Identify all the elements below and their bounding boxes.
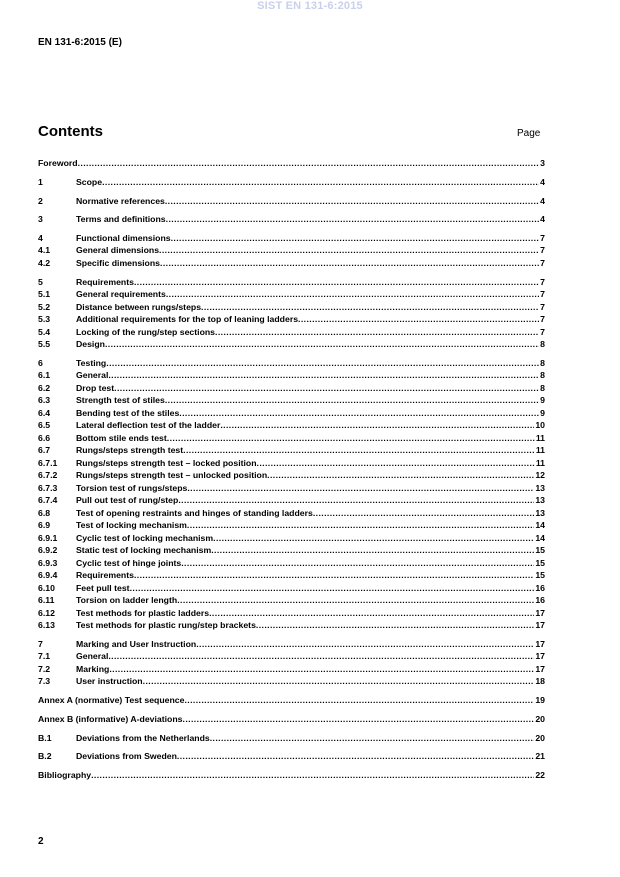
toc-entry-title: Lateral deflection test of the ladder xyxy=(76,420,221,430)
toc-entry[interactable] xyxy=(38,675,545,687)
toc-dot-leader xyxy=(171,232,540,244)
toc-entry-page: 18 xyxy=(535,676,545,686)
toc-entry[interactable] xyxy=(38,288,545,300)
toc-entry-title: Test methods for plastic ladders xyxy=(76,608,210,618)
toc-entry[interactable] xyxy=(38,494,545,506)
toc-entry[interactable] xyxy=(38,394,545,406)
toc-entry-page: 21 xyxy=(535,751,545,761)
toc-entry-number: 6.9 xyxy=(38,520,51,530)
toc-entry[interactable] xyxy=(38,482,545,494)
toc-entry-number: 7.2 xyxy=(38,664,51,674)
toc-entry-title: Annex A (normative) Test sequence xyxy=(38,695,185,705)
toc-entry[interactable] xyxy=(38,276,545,288)
toc-entry[interactable] xyxy=(38,176,545,188)
toc-entry-title: Specific dimensions xyxy=(76,258,161,268)
document-id: EN 131-6:2015 (E) xyxy=(38,37,122,48)
toc-dot-leader xyxy=(108,650,534,662)
toc-entry-number: 6.5 xyxy=(38,420,51,430)
toc-entry[interactable] xyxy=(38,607,545,619)
toc-entry-page: 17 xyxy=(535,639,545,649)
toc-entry-number: 4 xyxy=(38,233,43,243)
toc-entry-title: Deviations from the Netherlands xyxy=(76,733,210,743)
toc-entry-page: 4 xyxy=(540,196,545,206)
toc-entry-title: Functional dimensions xyxy=(76,233,171,243)
toc-entry[interactable] xyxy=(38,213,545,225)
toc-dot-leader xyxy=(177,750,534,762)
toc-entry-number: 6.7.1 xyxy=(38,458,58,468)
toc-entry[interactable] xyxy=(38,769,545,781)
toc-entry-title: Scope xyxy=(76,177,103,187)
toc-dot-leader xyxy=(187,519,534,531)
toc-entry-number: 5 xyxy=(38,277,43,287)
toc-entry[interactable] xyxy=(38,713,545,725)
toc-dot-leader xyxy=(187,482,534,494)
toc-dot-leader xyxy=(256,619,534,631)
toc-entry-page: 17 xyxy=(535,664,545,674)
toc-entry-page: 13 xyxy=(535,495,545,505)
toc-entry[interactable] xyxy=(38,313,545,325)
toc-dot-leader xyxy=(105,338,539,350)
toc-entry-number: 2 xyxy=(38,196,43,206)
toc-entry-title: Additional requirements for the top of leaning ladders xyxy=(76,314,299,324)
toc-entry-number: 1 xyxy=(38,177,43,187)
toc-entry[interactable] xyxy=(38,157,545,169)
watermark: SIST EN 131-6:2015 xyxy=(257,0,363,12)
toc-entry-number: 6.3 xyxy=(38,395,51,405)
toc-entry-title: Locking of the rung/step sections xyxy=(76,327,216,337)
toc-entry-page: 17 xyxy=(535,608,545,618)
toc-entry-number: 6 xyxy=(38,358,43,368)
toc-entry[interactable] xyxy=(38,257,545,269)
toc-entry-page: 7 xyxy=(540,258,545,268)
toc-entry-number: 4.1 xyxy=(38,245,51,255)
toc-dot-leader xyxy=(106,357,539,369)
toc-entry[interactable] xyxy=(38,619,545,631)
toc-entry[interactable] xyxy=(38,532,545,544)
toc-entry-number: 5.5 xyxy=(38,339,51,349)
toc-entry-title: Rungs/steps strength test – unlocked position xyxy=(76,470,268,480)
toc-entry-title: Testing xyxy=(76,358,107,368)
toc-entry[interactable] xyxy=(38,195,545,207)
toc-entry-page: 15 xyxy=(535,545,545,555)
toc-entry[interactable] xyxy=(38,326,545,338)
toc-entry-page: 16 xyxy=(535,595,545,605)
toc-dot-leader xyxy=(215,326,539,338)
toc-entry[interactable] xyxy=(38,469,545,481)
toc-entry[interactable] xyxy=(38,750,545,762)
toc-entry[interactable] xyxy=(38,244,545,256)
toc-dot-leader xyxy=(201,301,539,313)
toc-dot-leader xyxy=(160,257,539,269)
toc-entry-page: 9 xyxy=(540,395,545,405)
toc-dot-leader xyxy=(184,694,534,706)
toc-entry[interactable] xyxy=(38,301,545,313)
toc-entry-title: Normative references xyxy=(76,196,165,206)
toc-entry-number: 5.1 xyxy=(38,289,51,299)
toc-entry-page: 12 xyxy=(535,470,545,480)
toc-entry[interactable] xyxy=(38,694,545,706)
toc-entry-title: Foreword xyxy=(38,158,78,168)
toc-dot-leader xyxy=(179,407,539,419)
toc-entry[interactable] xyxy=(38,382,545,394)
toc-dot-leader xyxy=(181,557,534,569)
toc-entry-page: 11 xyxy=(535,445,545,455)
toc-entry-title: Pull out test of rung/step xyxy=(76,495,179,505)
toc-entry-title: Static test of locking mechanism xyxy=(76,545,212,555)
toc-entry-page: 17 xyxy=(535,620,545,630)
toc-entry-title: Deviations from Sweden xyxy=(76,751,177,761)
toc-dot-leader xyxy=(196,638,534,650)
toc-dot-leader xyxy=(267,469,534,481)
toc-entry-number: 5.2 xyxy=(38,302,51,312)
page-column-label: Page xyxy=(517,128,541,139)
toc-dot-leader xyxy=(159,244,539,256)
toc-dot-leader xyxy=(257,457,535,469)
toc-entry-number: 6.13 xyxy=(38,620,55,630)
toc-entry-page: 8 xyxy=(540,383,545,393)
toc-entry-page: 7 xyxy=(540,277,545,287)
toc-entry-page: 8 xyxy=(540,358,545,368)
toc-entry-number: 6.9.2 xyxy=(38,545,58,555)
toc-entry-number: 6.6 xyxy=(38,433,51,443)
toc-entry-title: User instruction xyxy=(76,676,143,686)
toc-entry-number: 6.7 xyxy=(38,445,51,455)
toc-entry[interactable] xyxy=(38,594,545,606)
toc-entry-page: 7 xyxy=(540,289,545,299)
toc-entry-number: 6.2 xyxy=(38,383,51,393)
toc-entry-title: Test of locking mechanism xyxy=(76,520,187,530)
toc-dot-leader xyxy=(134,569,534,581)
toc-dot-leader xyxy=(134,276,539,288)
toc-entry-page: 4 xyxy=(540,177,545,187)
toc-entry-number: B.2 xyxy=(38,751,52,761)
toc-entry-title: General requirements xyxy=(76,289,166,299)
toc-entry-page: 7 xyxy=(540,245,545,255)
toc-entry-page: 17 xyxy=(535,651,545,661)
contents-title: Contents xyxy=(38,123,103,140)
toc-entry[interactable] xyxy=(38,369,545,381)
toc-entry-title: Bending test of the stiles xyxy=(76,408,180,418)
toc-entry[interactable] xyxy=(38,338,545,350)
toc-entry[interactable] xyxy=(38,232,545,244)
toc-dot-leader xyxy=(143,675,535,687)
toc-dot-leader xyxy=(178,494,534,506)
toc-entry-title: Rungs/steps strength test xyxy=(76,445,184,455)
toc-dot-leader xyxy=(313,507,534,519)
toc-dot-leader xyxy=(183,444,535,456)
toc-entry[interactable] xyxy=(38,507,545,519)
toc-entry[interactable] xyxy=(38,519,545,531)
toc-entry-number: 7 xyxy=(38,639,43,649)
toc-entry-title: Annex B (informative) A-deviations xyxy=(38,714,183,724)
toc-dot-leader xyxy=(220,419,534,431)
toc-entry-title: Drop test xyxy=(76,383,115,393)
toc-entry-number: 6.1 xyxy=(38,370,51,380)
toc-entry-number: 3 xyxy=(38,214,43,224)
toc-entry-number: 7.3 xyxy=(38,676,51,686)
toc-entry-title: Rungs/steps strength test – locked position xyxy=(76,458,257,468)
toc-entry-page: 7 xyxy=(540,314,545,324)
toc-entry-number: B.1 xyxy=(38,733,52,743)
toc-entry-page: 20 xyxy=(535,733,545,743)
toc-entry-page: 8 xyxy=(540,339,545,349)
toc-dot-leader xyxy=(108,369,539,381)
toc-entry-title: Test methods for plastic rung/step brackets xyxy=(76,620,256,630)
toc-entry-page: 9 xyxy=(540,408,545,418)
toc-entry-page: 15 xyxy=(535,558,545,568)
toc-entry-number: 6.11 xyxy=(38,595,55,605)
toc-entry-title: Terms and definitions xyxy=(76,214,166,224)
toc-entry-page: 15 xyxy=(535,570,545,580)
toc-dot-leader xyxy=(165,195,539,207)
toc-entry-title: Bottom stile ends test xyxy=(76,433,167,443)
toc-entry-page: 8 xyxy=(540,370,545,380)
toc-dot-leader xyxy=(211,544,534,556)
toc-dot-leader xyxy=(165,394,539,406)
toc-dot-leader xyxy=(130,582,535,594)
toc-entry-number: 5.4 xyxy=(38,327,51,337)
toc-entry-title: Torsion test of rungs/steps xyxy=(76,483,188,493)
toc-entry[interactable] xyxy=(38,650,545,662)
toc-entry-number: 6.7.4 xyxy=(38,495,58,505)
toc-entry-title: Design xyxy=(76,339,105,349)
toc-entry-title: General xyxy=(76,651,109,661)
toc-entry-page: 11 xyxy=(535,433,545,443)
toc-entry-title: Test of opening restraints and hinges of standing ladders xyxy=(76,508,313,518)
toc-entry-title: Torsion on ladder length xyxy=(76,595,178,605)
toc-entry-number: 5.3 xyxy=(38,314,51,324)
toc-entry-page: 7 xyxy=(540,233,545,243)
toc-entry-title: Strength test of stiles xyxy=(76,395,165,405)
toc-entry-number: 6.9.3 xyxy=(38,558,58,568)
toc-entry-page: 10 xyxy=(535,420,545,430)
toc-entry[interactable] xyxy=(38,457,545,469)
toc-dot-leader xyxy=(210,732,535,744)
toc-entry-number: 6.8 xyxy=(38,508,51,518)
toc-entry[interactable] xyxy=(38,419,545,431)
toc-entry-number: 6.4 xyxy=(38,408,51,418)
toc-entry[interactable] xyxy=(38,557,545,569)
toc-entry[interactable] xyxy=(38,732,545,744)
toc-entry-page: 16 xyxy=(535,583,545,593)
toc-entry-number: 7.1 xyxy=(38,651,51,661)
toc-entry-number: 4.2 xyxy=(38,258,51,268)
toc-entry-page: 4 xyxy=(540,214,545,224)
toc-entry-page: 11 xyxy=(535,458,545,468)
toc-entry-page: 22 xyxy=(535,770,545,780)
toc-entry-number: 6.12 xyxy=(38,608,55,618)
toc-entry-title: Feet pull test xyxy=(76,583,130,593)
toc-entry-title: Requirements xyxy=(76,277,134,287)
toc-entry-page: 3 xyxy=(540,158,545,168)
toc-dot-leader xyxy=(298,313,539,325)
toc-entry-title: Marking xyxy=(76,664,110,674)
toc-dot-leader xyxy=(177,594,534,606)
toc-dot-leader xyxy=(91,769,534,781)
toc-entry-number: 6.10 xyxy=(38,583,55,593)
toc-entry[interactable] xyxy=(38,663,545,675)
toc-entry-page: 20 xyxy=(535,714,545,724)
toc-entry-title: Requirements xyxy=(76,570,134,580)
toc-entry-page: 13 xyxy=(535,508,545,518)
toc-entry-number: 6.9.1 xyxy=(38,533,58,543)
toc-entry-title: General dimensions xyxy=(76,245,160,255)
toc-entry-title: General xyxy=(76,370,109,380)
toc-entry-number: 6.9.4 xyxy=(38,570,58,580)
toc-entry[interactable] xyxy=(38,444,545,456)
toc-entry[interactable] xyxy=(38,582,545,594)
toc-dot-leader xyxy=(209,607,534,619)
toc-entry[interactable] xyxy=(38,407,545,419)
toc-entry-title: Distance between rungs/steps xyxy=(76,302,202,312)
toc-entry-number: 6.7.3 xyxy=(38,483,58,493)
toc-entry[interactable] xyxy=(38,569,545,581)
toc-entry-page: 7 xyxy=(540,302,545,312)
toc-entry-page: 13 xyxy=(535,483,545,493)
toc-dot-leader xyxy=(183,713,535,725)
toc-entry-page: 7 xyxy=(540,327,545,337)
toc-entry-title: Cyclic test of hinge joints xyxy=(76,558,182,568)
toc-entry-page: 14 xyxy=(535,520,545,530)
toc-dot-leader xyxy=(166,213,540,225)
toc-entry-number: 6.7.2 xyxy=(38,470,58,480)
toc-entry[interactable] xyxy=(38,357,545,369)
toc-dot-leader xyxy=(166,288,539,300)
toc-dot-leader xyxy=(109,663,534,675)
toc-entry-page: 19 xyxy=(535,695,545,705)
toc-dot-leader xyxy=(78,157,540,169)
toc-entry[interactable] xyxy=(38,544,545,556)
toc-dot-leader xyxy=(213,532,534,544)
toc-dot-leader xyxy=(102,176,539,188)
page-number: 2 xyxy=(38,836,44,847)
toc-entry[interactable] xyxy=(38,638,545,650)
toc-dot-leader xyxy=(167,432,535,444)
toc-entry-title: Bibliography xyxy=(38,770,92,780)
toc-dot-leader xyxy=(114,382,539,394)
toc-entry-title: Marking and User Instruction xyxy=(76,639,197,649)
toc-entry[interactable] xyxy=(38,432,545,444)
toc-entry-page: 14 xyxy=(535,533,545,543)
toc-entry-title: Cyclic test of locking mechanism xyxy=(76,533,214,543)
